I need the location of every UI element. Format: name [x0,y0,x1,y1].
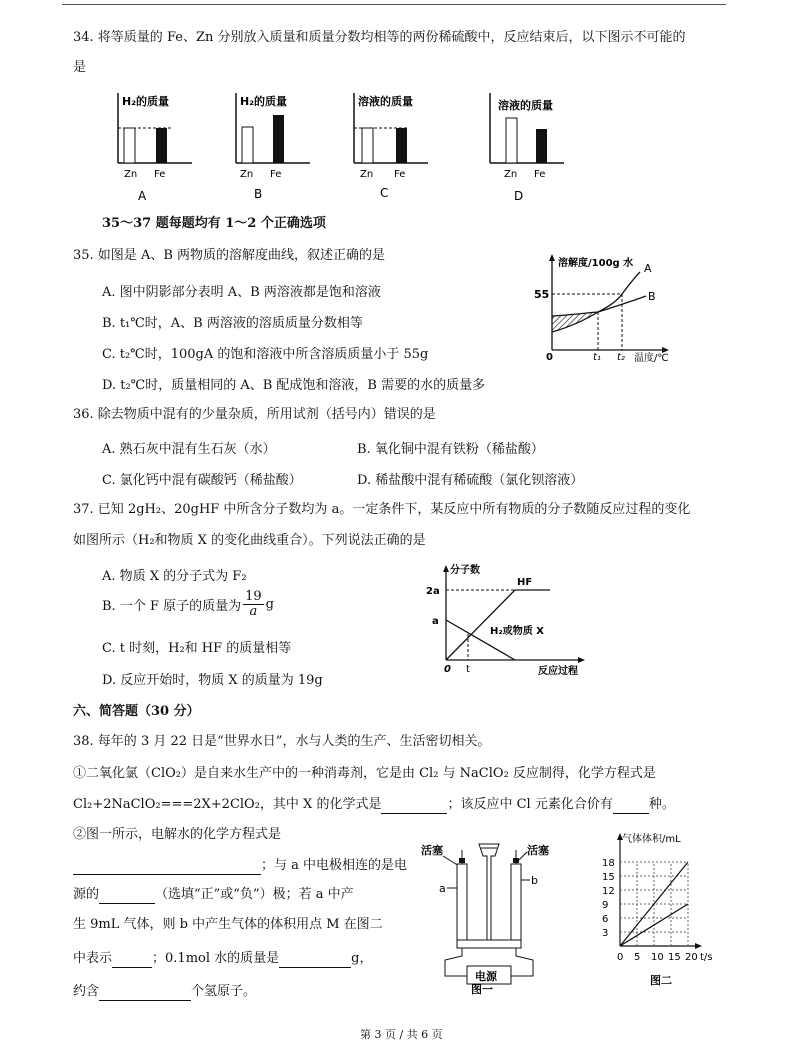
q37-graph-xlabel: 反应过程 [538,666,578,676]
fig1-power-label: 电源 [475,970,497,983]
fig2-ylabel: 气体体积/mL [622,834,681,845]
q35-curve-b [552,296,646,316]
q34-chart-d-label-zn: Zn [504,169,518,180]
q38-stem: 38. 每年的 3 月 22 日是“世界水日”，水与人类的生产、生活密切相关。 [73,734,491,749]
q35-graph-ylabel: 溶解度/100g 水 [558,258,634,269]
q37-line-hf [446,590,515,660]
q34-chart-b-bar-zn [242,127,253,163]
q37-hf-label: HF [517,577,533,588]
fig2-xtick-label: 20 [685,952,698,963]
q37-graph-a: a [432,616,439,627]
q35-stem: 35. 如图是 A、B 两物质的溶解度曲线，叙述正确的是 [73,248,386,263]
q38-part2-line3 [73,886,354,904]
q34-chart-a-label-zn: Zn [124,169,138,180]
q37-fraction-denominator: a [249,604,258,619]
q38-part1-text-b: ；该反应中 Cl 元素化合价有 [447,797,613,812]
q34-chart-a-label-fe: Fe [154,169,166,180]
fig2-yticks [602,858,615,939]
q38-part2-line6 [73,983,256,1001]
q38-part2-text-5b: ；0.1mol 水的质量是 [152,951,280,966]
q37-h2x-label: H₂或物质 X [490,626,544,637]
q37-option-a: A. 物质 X 的分子式为 F₂ [102,569,247,584]
q34-stem-line1: 34. 将等质量的 Fe、Zn 分别放入质量和质量分数均相等的两份稀硫酸中，反应结束后，以下图示不可能的 [73,30,686,45]
q38-part2-text-6b: 个氢原子。 [191,984,257,999]
section-6-heading: 六、简答题（30 分） [73,704,200,719]
q37-fraction [243,590,264,619]
q37-option-c: C. t 时刻，H₂和 HF 的质量相等 [102,641,292,656]
q34-stem-line2: 是 [73,60,87,75]
fig2-ytick-label: 18 [602,858,615,869]
q38-part1-line1: ①二氧化氯（ClO₂）是自来水生产中的一种消毒剂，它是由 Cl₂ 与 NaClO₂ 反应制得，化学方程式是 [73,766,656,781]
fig2-volume-graph [598,828,726,994]
q35-curve-b-label: B [648,290,656,303]
fig2-xtick-label: 10 [651,952,664,963]
q34-chart-c-letter: C [380,186,389,200]
fig2-caption: 图二 [650,974,672,987]
fig2-ytick-label: 9 [602,900,609,911]
q35-option-b: B. t₁℃时，A、B 两溶液的溶质质量分数相等 [102,316,363,331]
q34-chart-b [236,93,310,201]
answer-blank-point-m[interactable] [112,954,152,968]
fig2-ytick-label: 6 [602,914,609,925]
q34-chart-a [118,93,192,203]
q34-chart-c-label-fe: Fe [394,169,406,180]
q38-part2-text-3a: 源的 [73,887,100,902]
q37-graph-2a: 2a [426,586,440,597]
q38-part2-line5 [73,950,372,968]
q38-part2-text-5c: g， [351,951,373,966]
q37-option-b [102,590,274,619]
q34-chart-d-ylabel: 溶液的质量 [498,99,553,112]
fig1-tube-b [511,864,521,946]
fig1-label-b: b [531,874,538,887]
q34-chart-a-letter: A [138,189,147,203]
q35-option-c: C. t₂℃时，100gA 的饱和溶液中所含溶质质量小于 55g [102,347,429,362]
q35-graph-origin: 0 [546,352,553,363]
q37-option-b-unit: g [265,597,274,612]
q36-stem: 36. 除去物质中混有的少量杂质，所用试剂（括号内）错误的是 [73,407,436,422]
q34-chart-a-bar-zn [124,128,135,163]
q38-part1-line2 [73,796,675,814]
fig1-left-stopcock-label: 活塞 [421,844,443,857]
answer-blank-mass[interactable] [279,954,351,968]
answer-blank-pole[interactable] [99,890,155,904]
q34-chart-c-bar-zn [362,128,373,163]
q37-stem-line2: 如图所示（H₂和物质 X 的变化曲线重合）。下列说法正确的是 [73,533,426,548]
q38-part2-line2 [73,857,407,875]
q34-chart-d [490,93,564,203]
q34-chart-c [354,93,428,200]
section-note: 35～37 题每题均有 1～2 个正确选项 [102,216,326,231]
q34-charts [100,85,720,210]
q34-chart-c-label-zn: Zn [360,169,374,180]
fig2-ytick-label: 15 [602,872,615,883]
q34-chart-b-bar-fe [273,115,284,163]
fig1-electrolysis [415,830,565,995]
fig2-ytick-label: 12 [602,886,615,897]
q35-graph-55: 55 [534,288,550,301]
q38-part2-text-6a: 约含 [73,984,100,999]
answer-blank-valence-count[interactable] [613,800,649,814]
q38-part2-text-2: ；与 a 中电极相连的是电 [261,858,408,873]
answer-blank-x-formula[interactable] [381,800,447,814]
q38-part2-text-3b: （选填“正”或“负”）极；若 a 中产 [155,887,354,902]
q37-graph-ylabel: 分子数 [450,565,480,576]
q34-chart-b-ylabel: H₂的质量 [240,95,288,108]
fig1-tube-a [457,864,467,946]
q38-part2-text-5a: 中表示 [73,951,113,966]
fig1-caption: 图一 [471,983,493,995]
q37-fraction-numerator: 19 [245,589,262,604]
fig2-ytick-label: 3 [602,928,609,939]
q37-stem-line1: 37. 已知 2gH₂、20gHF 中所含分子数均为 a。一定条件下，某反应中所有物质的分子数随反应过程的变化 [73,502,691,517]
q35-option-d: D. t₂℃时，质量相同的 A、B 配成饱和溶液，B 需要的水的质量多 [102,378,486,393]
q34-chart-d-bar-zn [506,118,517,163]
answer-blank-h-atoms[interactable] [99,987,191,1001]
fig2-xticks [617,952,698,963]
fig2-xtick-label: 15 [668,952,681,963]
q37-option-b-text: B. 一个 F 原子的质量为 [102,599,242,614]
fig2-line-o2 [620,904,688,946]
q34-chart-c-ylabel: 溶液的质量 [358,95,413,108]
fig2-xtick-label: 0 [617,952,624,963]
q34-chart-b-letter: B [254,187,263,201]
q37-graph-origin: 0 [444,664,451,675]
q35-option-a: A. 图中阴影部分表明 A、B 两溶液都是饱和溶液 [102,285,381,300]
q35-graph-t2: t₂ [617,352,625,363]
q34-chart-a-bar-fe [156,128,167,163]
q34-chart-c-bar-fe [396,128,407,163]
q34-chart-d-letter: D [514,189,524,203]
q35-graph-t1: t₁ [593,352,601,363]
answer-blank-equation[interactable] [73,861,261,875]
fig2-xtick-label: 5 [634,952,641,963]
fig1-right-stopcock-label: 活塞 [527,844,549,857]
q37-graph-t: t [466,664,470,675]
q36-option-d: D. 稀盐酸中混有稀硫酸（氯化钡溶液） [357,473,584,488]
q37-molecule-graph [420,558,600,676]
q38-part1-text-a: Cl₂+2NaClO₂===2X+2ClO₂，其中 X 的化学式是 [73,797,382,812]
fig2-xlabel: t/s [700,952,713,963]
page-footer: 第 3 页 / 共 6 页 [360,1028,443,1041]
q38-part2-line1: ②图一所示，电解水的化学方程式是 [73,827,282,842]
q36-option-b: B. 氧化铜中混有铁粉（稀盐酸） [357,442,544,457]
q38-part2-line4: 生 9mL 气体，则 b 中产生气体的体积用点 M 在图二 [73,917,383,932]
q35-solubility-graph [530,250,690,372]
q35-curve-a-label: A [644,262,652,275]
q37-option-d: D. 反应开始时，物质 X 的质量为 19g [102,673,323,688]
q35-graph-xlabel: 温度/℃ [634,353,669,364]
fig1-label-a: a [439,882,446,895]
q34-chart-d-label-fe: Fe [534,169,546,180]
q34-chart-b-label-zn: Zn [240,169,254,180]
top-rule [62,4,726,5]
q38-part1-text-c: 种。 [648,797,675,812]
q34-chart-b-label-fe: Fe [270,169,282,180]
q34-chart-a-ylabel: H₂的质量 [122,95,170,108]
q34-chart-d-bar-fe [536,129,547,163]
q36-option-a: A. 熟石灰中混有生石灰（水） [102,442,276,457]
q36-option-c: C. 氯化钙中混有碳酸钙（稀盐酸） [102,473,302,488]
